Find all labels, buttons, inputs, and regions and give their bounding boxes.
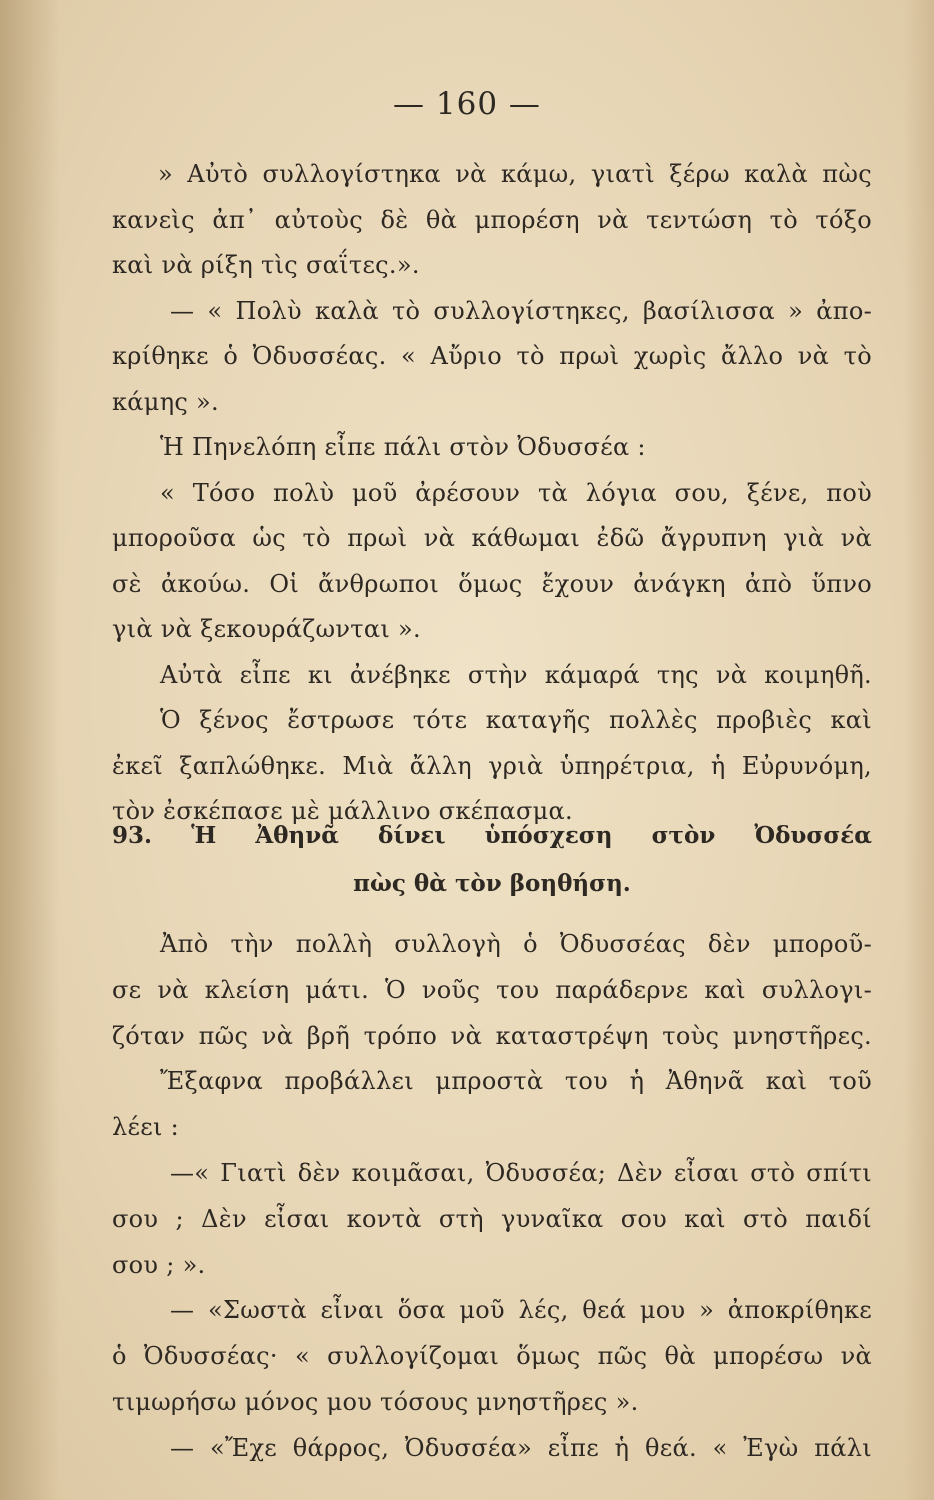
text-line: καὶ νὰ ρίξη τὶς σαΐτες.».: [112, 251, 420, 279]
text-line: « Τόσο πολὺ μοῦ ἀρέσουν τὰ λόγια σου, ξένε, ποὺ: [160, 478, 872, 507]
text-line: ἐκεῖ ξαπλώθηκε. Μιὰ ἄλλη γριὰ ὑπηρέτρια, ἡ Εὐρυνόμη,: [112, 751, 872, 780]
text-line: σε νὰ κλείση μάτι. Ὁ νοῦς του παράδερνε καὶ συλλογι-: [112, 975, 872, 1004]
section-title: 93. Ἡ Ἀθηνᾶ δίνει ὑπόσχεση στὸν Ὀδυσσέα: [112, 822, 872, 849]
text-line: Ὁ ξένος ἔστρωσε τότε καταγῆς πολλὲς προβιὲς καὶ: [160, 706, 872, 734]
text-line: μποροῦσα ὡς τὸ πρωὶ νὰ κάθωμαι ἐδῶ ἄγρυπνη γιὰ νὰ: [112, 524, 872, 552]
text-line: σὲ ἀκούω. Οἱ ἄνθρωποι ὅμως ἔχουν ἀνάγκη ἀπὸ ὕπνο: [112, 569, 872, 598]
text-line: κρίθηκε ὁ Ὀδυσσέας. « Αὔριο τὸ πρωὶ χωρὶς ἄλλο νὰ τὸ: [112, 342, 872, 370]
text-line: ὁ Ὀδυσσέας· « συλλογίζομαι ὅμως πῶς θὰ μπορέσω νὰ: [112, 1342, 872, 1371]
text-line: — « Πολὺ καλὰ τὸ συλλογίστηκες, βασίλισσα » ἀπο-: [170, 296, 872, 325]
text-line: γιὰ νὰ ξεκουράζωνται ».: [112, 615, 421, 643]
section-heading: [112, 812, 872, 908]
text-line: τὸν ἐσκέπασε μὲ μάλλινο σκέπασμα.: [112, 797, 573, 825]
text-line: σου ; Δὲν εἶσαι κοντὰ στὴ γυναῖκα σου καὶ στὸ παιδί: [112, 1204, 872, 1233]
text-line: — «Ἔχε θάρρος, Ὀδυσσέα» εἶπε ἡ θεά. « Ἐγὼ πάλι: [170, 1433, 872, 1462]
text-line: κάμης ».: [112, 387, 219, 416]
text-line: σου ; ».: [112, 1250, 206, 1279]
section-title-continued: πὼς θὰ τὸν βοηθήση.: [353, 870, 631, 897]
text-line: ζόταν πῶς νὰ βρῆ τρόπο νὰ καταστρέψη τοὺς μνηστῆρες.: [112, 1021, 872, 1050]
text-line: κανεὶς ἀπ᾽ αὐτοὺς δὲ θὰ μπορέση νὰ τεντώση τὸ τόξο: [112, 205, 872, 234]
page-number: — 160 —: [393, 86, 541, 122]
text-line: Ἔξαφνα προβάλλει μπροστὰ του ἡ Ἀθηνᾶ καὶ τοῦ: [160, 1067, 872, 1096]
paragraph-block: [112, 152, 872, 835]
text-line: » Αὐτὸ συλλογίστηκα νὰ κάμω, γιατὶ ξέρω καλὰ πὼς: [158, 160, 872, 188]
text-line: —« Γιατὶ δὲν κοιμᾶσαι, Ὀδυσσέα; Δὲν εἶσαι στὸ σπίτι: [170, 1158, 872, 1187]
text-line: Ἡ Πηνελόπη εἶπε πάλι στὸν Ὀδυσσέα :: [160, 433, 646, 461]
text-line: — «Σωστὰ εἶναι ὅσα μοῦ λές, θεά μου » ἀποκρίθηκε: [170, 1296, 872, 1325]
text-line: Αὐτὰ εἶπε κι ἀνέβηκε στὴν κάμαρά της νὰ κοιμηθῆ.: [160, 660, 872, 689]
text-line: λέει :: [112, 1113, 180, 1142]
section-text-block: [112, 922, 872, 1472]
text-line: Ἀπὸ τὴν πολλὴ συλλογὴ ὁ Ὀδυσσέας δὲν μποροῦ-: [160, 930, 872, 958]
text-line: τιμωρήσω μόνος μου τόσους μνηστῆρες ».: [112, 1387, 639, 1416]
